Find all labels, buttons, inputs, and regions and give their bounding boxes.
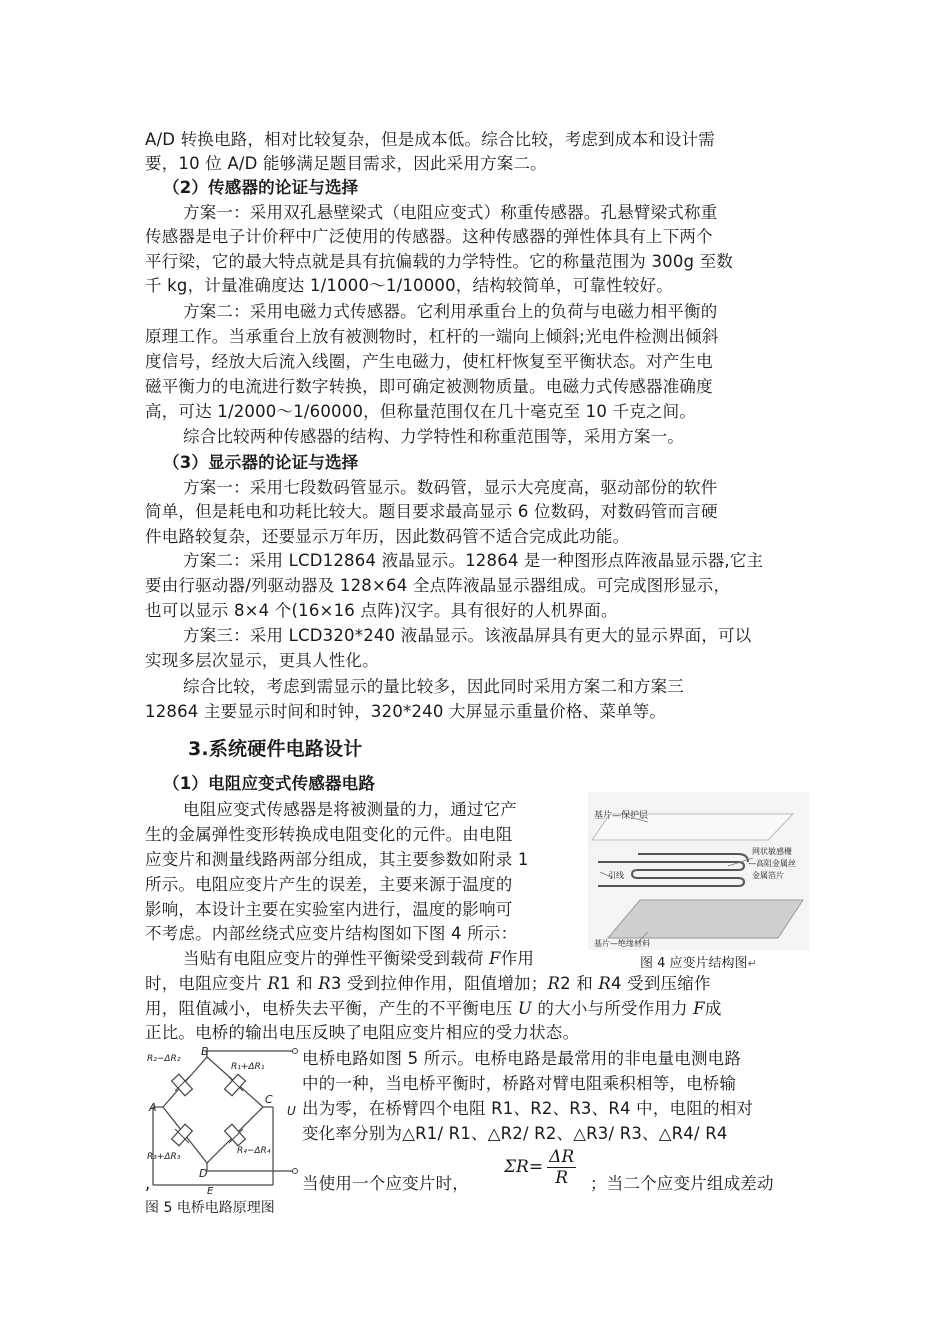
text-run: 的大小与所受作用力 <box>531 999 694 1018</box>
text-run: 成 <box>704 999 722 1018</box>
paragraph-line: 传感器是电子计价秤中广泛使用的传感器。这种传感器的弹性体具有上下两个 <box>145 227 713 246</box>
paragraph-line: ；当二个应变片组成差动 <box>590 1174 774 1193</box>
paragraph-line: 方案一：采用七段数码管显示。数码管，显示大亮度高，驱动部份的软件 <box>183 478 718 497</box>
fig5-label: B <box>201 1045 209 1058</box>
formula-numerator: ΔR <box>549 1147 575 1167</box>
text-run: 时，电阻应变片 <box>145 974 268 993</box>
paragraph-line: 千 kg，计量准确度达 1/1000～1/10000，结构较简单，可靠性较好。 <box>145 276 673 295</box>
paragraph-line: 件电路较复杂，还要显示万年历，因此数码管不适合完成此功能。 <box>145 527 630 546</box>
text-run: 用，阻值减小，电桥失去平衡，产生的不平衡电压 <box>145 999 518 1018</box>
paragraph-line: 方案三：采用 LCD320*240 液晶显示。该液晶屏具有更大的显示界面，可以 <box>183 626 752 645</box>
fig4-label: 基片—绝缘材料 <box>594 939 650 948</box>
paragraph-line: 所示。电阻应变片产生的误差，主要来源于温度的 <box>145 875 513 894</box>
variable-u: U <box>517 999 532 1018</box>
fig5-label: R₄−ΔR₄ <box>237 1146 271 1156</box>
paragraph-line <box>145 972 711 996</box>
formula-denominator: R <box>555 1168 569 1188</box>
paragraph-line <box>183 947 534 971</box>
paragraph-line: 度信号，经放大后流入线圈，产生电磁力，使杠杆恢复至平衡状态。对产生电 <box>145 352 713 371</box>
paragraph-line: 高，可达 1/2000～1/60000，但称量范围仅在几十毫克至 10 千克之间。 <box>145 402 697 421</box>
paragraph-line: 原理工作。当承重台上放有被测物时，杠杆的一端向上倾斜;光电件检测出倾斜 <box>145 327 719 346</box>
paragraph-line: 要由行驱动器/列驱动器及 128×64 全点阵液晶显示器组成。可完成图形显示， <box>145 576 731 595</box>
fig5-label: R₃+ΔR₃ <box>147 1152 181 1162</box>
formula-fraction <box>547 1147 576 1188</box>
figure-5-caption: 图 5 电桥电路原理图 <box>145 1200 275 1216</box>
fig5-label: C <box>265 1093 273 1106</box>
variable-r: R <box>318 974 331 993</box>
subheading-sensor: （2）传感器的论证与选择 <box>163 178 359 197</box>
text-run: 1 和 <box>279 974 319 993</box>
paragraph-line: 12864 主要显示时间和时钟，320*240 大屏显示重量价格、菜单等。 <box>145 702 667 721</box>
fig5-label: D <box>199 1167 208 1180</box>
fig4-label: —高阻金属丝 <box>748 859 796 868</box>
paragraph-line: 综合比较，考虑到需显示的量比较多，因此同时采用方案二和方案三 <box>183 677 684 696</box>
fig5-label: R₁+ΔR₁ <box>231 1062 265 1072</box>
fig4-label: 基片—保护层 <box>594 811 649 821</box>
paragraph-line: 电桥电路如图 5 所示。电桥电路是最常用的非电量电测电路 <box>302 1049 742 1068</box>
bridge-circuit-diagram <box>145 1045 300 1195</box>
paragraph-line: 综合比较两种传感器的结构、力学特性和称重范围等，采用方案一。 <box>183 427 684 446</box>
paragraph-line: 电阻应变式传感器是将被测量的力，通过它产 <box>183 800 517 819</box>
paragraph-line: 方案二：采用电磁力式传感器。它利用承重台上的负荷与电磁力相平衡的 <box>183 302 718 321</box>
paragraph-line: 也可以显示 8×4 个(16×16 点阵)汉字。具有很好的人机界面。 <box>145 601 618 620</box>
fig4-label: 网状敏感栅 <box>752 847 792 856</box>
fig5-label: U <box>287 1104 296 1118</box>
variable-f: F <box>693 999 705 1018</box>
subheading-strain: （1）电阻应变式传感器电路 <box>163 774 376 793</box>
text-run: 2 和 <box>560 974 599 993</box>
text-run: 4 受到压缩作 <box>611 974 711 993</box>
paragraph-line: 磁平衡力的电流进行数字转换，即可确定被测物质量。电磁力式传感器准确度 <box>145 377 713 396</box>
fig5-label: E <box>207 1186 214 1195</box>
paragraph-line: 变化率分别为△R1/ R1、△R2/ R2、△R3/ R3、△R4/ R4 <box>302 1124 728 1143</box>
figure-4-caption <box>640 952 757 971</box>
variable-r: R <box>547 974 561 993</box>
paragraph-line: 影响，本设计主要在实验室内进行，温度的影响可 <box>145 900 513 919</box>
paragraph-line: 平行梁，它的最大特点就是具有抗偏载的力学特性。它的称量范围为 300g 至数 <box>145 252 734 271</box>
paragraph-line: 简单，但是耗电和功耗比较大。题目要求最高显示 6 位数码，对数码管而言硬 <box>145 502 718 521</box>
paragraph-line: 应变片和测量线路两部分组成，其主要参数如附录 1 <box>145 850 529 869</box>
section-title: 3.系统硬件电路设计 <box>188 738 363 760</box>
paragraph-line: , <box>145 1174 151 1193</box>
fig4-label: 引线 <box>608 871 624 880</box>
paragraph-line: 不考虑。内部丝绕式应变片结构图如下图 4 所示： <box>145 924 518 943</box>
text-run: 作用 <box>500 949 535 968</box>
paragraph-line: 出为零，在桥臂四个电阻 R1、R2、R3、R4 中，电阻的相对 <box>302 1099 754 1118</box>
paragraph-line: 中的一种，当电桥平衡时，桥路对臂电阻乘积相等，电桥输 <box>302 1074 737 1093</box>
paragraph-line: 要，10 位 A/D 能够满足题目需求，因此采用方案二。 <box>145 154 547 173</box>
formula-sigma-r <box>504 1147 576 1188</box>
variable-r: R <box>598 974 611 993</box>
fig5-label: R₂−ΔR₂ <box>147 1054 181 1064</box>
variable-r: R <box>267 974 280 993</box>
paragraph-line: 正比。电桥的输出电压反映了电阻应变片相应的受力状态。 <box>145 1023 580 1042</box>
paragraph-line: 实现多层次显示，更具人性化。 <box>145 651 379 670</box>
fig4-caption-text: 图 4 应变片结构图 <box>640 956 748 971</box>
paragraph-line <box>145 997 722 1021</box>
paragraph-line: 当使用一个应变片时， <box>302 1174 469 1193</box>
text-run: 当贴有电阻应变片的弹性平衡梁受到载荷 <box>183 949 490 968</box>
paragraph-mark-icon: ↵ <box>747 957 757 970</box>
paragraph-line: 方案二：采用 LCD12864 液晶显示。12864 是一种图形点阵液晶显示器,它主 <box>183 551 764 570</box>
paragraph-line: 方案一：采用双孔悬壁梁式（电阻应变式）称重传感器。孔悬臂梁式称重 <box>183 203 718 222</box>
fig5-label: A <box>149 1101 157 1114</box>
variable-f: F <box>489 949 501 968</box>
figure-strain-gauge <box>588 792 809 950</box>
formula-lhs: ΣR= <box>504 1157 544 1177</box>
paragraph-line: 生的金属弹性变形转换成电阻变化的元件。由电阻 <box>145 825 513 844</box>
fig4-label: 金属箔片 <box>752 871 784 880</box>
paragraph-line: A/D 转换电路，相对比较复杂，但是成本低。综合比较，考虑到成本和设计需 <box>145 130 715 149</box>
text-run: 3 受到拉伸作用，阻值增加； <box>330 974 548 993</box>
figure-bridge-circuit <box>145 1045 300 1195</box>
subheading-display: （3）显示器的论证与选择 <box>163 453 359 472</box>
strain-gauge-diagram <box>588 792 809 950</box>
